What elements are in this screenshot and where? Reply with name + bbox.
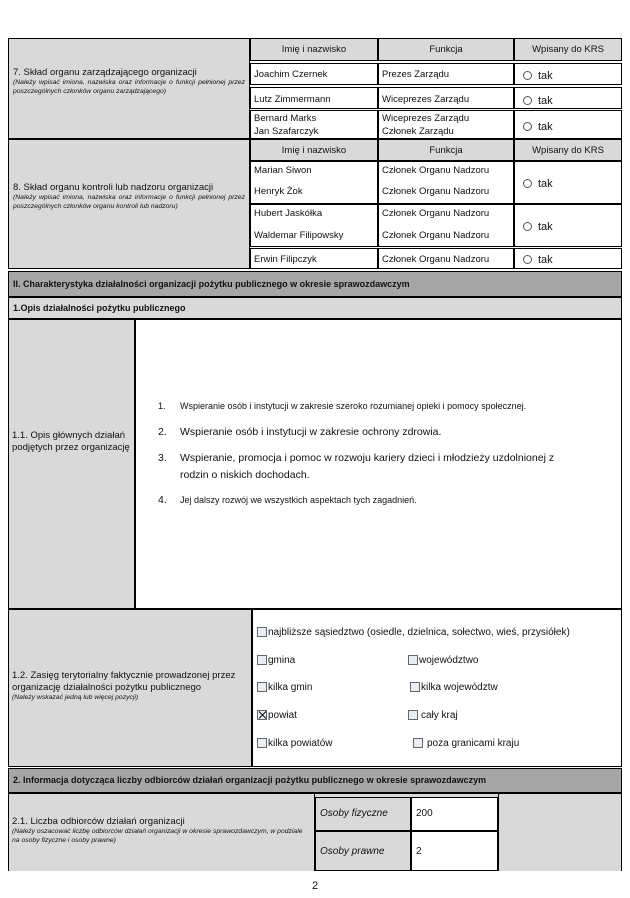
s7-row1-function: Prezes Zarządu	[378, 63, 514, 85]
s7-row3-name	[250, 110, 378, 139]
s8-row1-function2: Członek Organu Nadzoru	[382, 186, 490, 197]
section7-label: 7. Skład organu zarządzającego organizacji	[13, 67, 197, 78]
s7-row3-krs[interactable]	[514, 110, 622, 139]
activity-item-4	[158, 492, 608, 509]
section7-label-cell	[8, 38, 250, 139]
checkbox-caly-kraj[interactable]	[408, 710, 418, 720]
s8-row1-radio[interactable]	[523, 179, 532, 188]
s7-row3-radio[interactable]	[523, 122, 532, 131]
opt-kilka-powiatow[interactable]	[257, 738, 332, 749]
s8-row2-tak: tak	[538, 220, 553, 233]
s8-row1-krs[interactable]	[514, 161, 622, 204]
checkbox-kilka-wojewodztw[interactable]	[410, 682, 420, 692]
label-kilka-gmin: kilka gmin	[268, 682, 313, 693]
checkbox-zagranica[interactable]	[413, 738, 423, 748]
s8-row3-radio[interactable]	[523, 255, 532, 264]
activity-num-1: 1.	[158, 401, 166, 411]
opt-zagranica[interactable]	[413, 738, 519, 749]
s21-label-cell	[8, 793, 315, 871]
s7-row3-function1: Wiceprezes Zarządu	[382, 113, 470, 124]
s8-row2-function1: Członek Organu Nadzoru	[382, 208, 490, 219]
label-wojewodztwo: województwo	[419, 655, 479, 666]
s12-label-cell	[8, 609, 252, 767]
s7-row1-tak: tak	[538, 69, 553, 82]
activity-list	[158, 398, 608, 509]
s7-row2-name: Lutz Zimmermann	[250, 87, 378, 109]
s8-header-krs: Wpisany do KRS	[514, 139, 622, 161]
recipient-value-2: 2	[416, 846, 422, 857]
activity-text-4: Jej dalszy rozwój we wszystkich aspektach tych zagadnień.	[180, 495, 417, 505]
activity-num-2: 2.	[158, 426, 167, 438]
s8-row3-function: Członek Organu Nadzoru	[378, 248, 514, 269]
s8-header-name: Imię i nazwisko	[250, 139, 378, 161]
checkbox-kilka-gmin[interactable]	[257, 682, 267, 692]
recipient-value-1: 200	[416, 808, 433, 819]
activity-item-2	[158, 424, 608, 441]
opt-kilka-wojewodztw[interactable]	[410, 682, 498, 693]
checkbox-gmina[interactable]	[257, 655, 267, 665]
part2-title: II. Charakterystyka działalności organizacji pożytku publicznego w okresie sprawozdawczym	[8, 271, 622, 297]
s8-header-function: Funkcja	[378, 139, 514, 161]
checkbox-kilka-powiatow[interactable]	[257, 738, 267, 748]
s7-header-krs: Wpisany do KRS	[514, 38, 622, 61]
part2-sub2: 2. Informacja dotycząca liczby odbiorców działań organizacji pożytku publicznego w okresie sprawozdawczym	[8, 768, 622, 793]
s8-row2-function2: Członek Organu Nadzoru	[382, 230, 490, 241]
activity-text-3-wrap	[180, 450, 554, 484]
section8-note: (Należy wpisać imiona, nazwiska oraz informacje o funkcji pełnionej przez poszczególnych członków organu kontroli lub nadzoru)	[13, 194, 245, 210]
s7-row2-tak: tak	[538, 94, 553, 107]
activity-num-3: 3.	[158, 452, 167, 464]
s21-filler-cell	[498, 793, 622, 871]
s8-row1-function	[378, 161, 514, 204]
part2-sub1: 1.Opis działalności pożytku publicznego	[8, 297, 622, 319]
s8-row1-name	[250, 161, 378, 204]
s11-label: 1.1. Opis głównych działań podjętych przez organizację	[12, 430, 130, 453]
s7-row2-radio[interactable]	[523, 96, 532, 105]
s8-row2-name1: Hubert Jaskółka	[254, 208, 323, 219]
activity-text-3: Wspieranie, promocja i pomoc w rozwoju kariery dzieci i młodzieży uzdolnionej z	[180, 452, 555, 464]
s7-row3-function2: Członek Zarządu	[382, 126, 454, 137]
s21-note: (Należy oszacować liczbę odbiorców działań organizacji w okresie sprawozdawczym, w podziale na osoby fizyczne i osoby prawne)	[12, 828, 303, 844]
s12-note: (Należy wskazać jedną lub więcej pozycji)	[12, 694, 139, 701]
s8-row1-name1: Marian Siwon	[254, 165, 312, 176]
s8-row3-name: Erwin Filipczyk	[250, 248, 378, 269]
activity-text-3b: rodzin o niskich dochodach.	[180, 469, 310, 481]
label-kilka-powiatow: kilka powiatów	[268, 738, 333, 749]
opt-neighbourhood[interactable]	[257, 627, 570, 638]
s7-header-name: Imię i nazwisko	[250, 38, 378, 61]
section8-label-cell	[8, 139, 250, 269]
s8-row2-name2: Waldemar Filipowsky	[254, 230, 344, 241]
activity-item-3	[158, 450, 608, 484]
s11-label-cell	[8, 319, 135, 609]
s8-row1-function1: Członek Organu Nadzoru	[382, 165, 490, 176]
s8-row1-tak: tak	[538, 177, 553, 190]
s7-row2-krs[interactable]	[514, 87, 622, 109]
s7-row1-krs[interactable]	[514, 63, 622, 85]
opt-wojewodztwo[interactable]	[408, 655, 478, 666]
s7-row3-tak: tak	[538, 120, 553, 133]
s7-row1-name: Joachim Czernek	[250, 63, 378, 85]
s7-row1-radio[interactable]	[523, 71, 532, 80]
s21-label: 2.1. Liczba odbiorców działań organizacji	[12, 816, 185, 827]
s7-row3-name2: Jan Szafarczyk	[254, 126, 319, 137]
checkbox-neighbourhood[interactable]	[257, 627, 267, 637]
s7-row2-function: Wiceprezes Zarządu	[378, 87, 514, 109]
activity-item-1	[158, 398, 608, 415]
s21-value-cell-2[interactable]	[411, 831, 498, 871]
opt-caly-kraj[interactable]	[408, 710, 458, 721]
activity-text-1: Wspieranie osób i instytucji w zakresie szeroko rozumianej opieki i pomocy społecznej.	[180, 401, 527, 411]
opt-gmina[interactable]	[257, 655, 295, 666]
label-zagranica: poza granicami kraju	[427, 738, 520, 749]
s12-label: 1.2. Zasięg terytorialny faktycznie prowadzonej przez organizację działalności pożytku publicznego	[12, 670, 236, 693]
s7-row3-function	[378, 110, 514, 139]
s7-row3-name1: Bernard Marks	[254, 113, 317, 124]
section7-note: (Należy wpisać imiona, nazwiska oraz informacje o funkcji pełnionej przez poszczególnych członków organu zarządzającego)	[13, 79, 245, 95]
checkbox-wojewodztwo[interactable]	[408, 655, 418, 665]
s21-top-strip	[315, 793, 498, 797]
s8-row2-function	[378, 204, 514, 247]
label-powiat: powiat	[268, 710, 297, 721]
label-gmina: gmina	[268, 655, 296, 666]
page-number: 2	[311, 880, 319, 892]
s7-header-function: Funkcja	[378, 38, 514, 61]
section8-label: 8. Skład organu kontroli lub nadzoru organizacji	[13, 182, 214, 193]
label-caly-kraj: cały kraj	[421, 710, 458, 721]
s8-row3-krs[interactable]	[514, 248, 622, 269]
s21-type-cell-1	[315, 797, 411, 831]
s8-row2-radio[interactable]	[523, 222, 532, 231]
opt-powiat[interactable]	[257, 710, 297, 721]
recipient-type-2: Osoby prawne	[320, 846, 385, 857]
s8-row2-name	[250, 204, 378, 247]
activity-text-2: Wspieranie osób i instytucji w zakresie ochrony zdrowia.	[180, 426, 442, 438]
recipient-type-1: Osoby fizyczne	[320, 808, 388, 819]
label-neighbourhood: najbliższe sąsiedztwo (osiedle, dzielnica, sołectwo, wieś, przysiółek)	[268, 627, 570, 638]
s8-row3-tak: tak	[538, 253, 553, 266]
s21-type-cell-2	[315, 831, 411, 871]
checkbox-powiat-checked[interactable]	[257, 710, 267, 720]
s8-row2-krs[interactable]	[514, 204, 622, 247]
s8-row1-name2: Henryk Żok	[254, 186, 303, 197]
label-kilka-wojewodztw: kilka województw	[421, 682, 498, 693]
opt-kilka-gmin[interactable]	[257, 682, 312, 693]
s21-value-cell-1[interactable]	[411, 797, 498, 831]
activity-num-4: 4.	[158, 494, 167, 506]
